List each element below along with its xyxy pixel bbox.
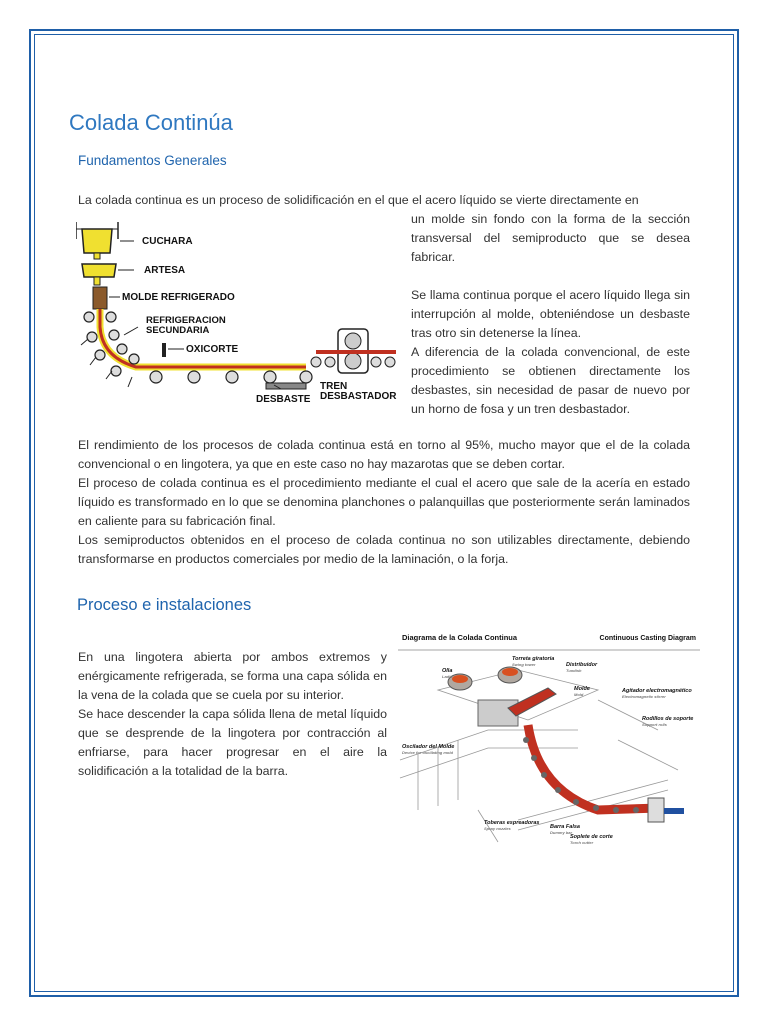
diag-sub: Mold — [574, 692, 584, 697]
label-refrigeracion: REFRIGERACION — [146, 315, 226, 326]
diag-label: Toberas espreadoras — [484, 820, 540, 826]
process-paragraph: Se hace descender la capa sólida llena de metal líquido que se desprende de la lingotera por contracción al enfriarse, para hacer progresar en el aire la solidificación a la totalidad de la barra. — [78, 707, 387, 778]
label-molde: MOLDE REFRIGERADO — [122, 292, 235, 303]
section-heading-fundamentos: Fundamentos Generales — [78, 153, 227, 168]
oxicorte-torch — [162, 343, 166, 357]
roughing-mill-icon — [311, 329, 396, 373]
diag-sub: Dummy bar — [550, 830, 573, 835]
diag-sub: Electromagnetic stirrer — [622, 694, 666, 699]
diagram-title-en: Continuous Casting Diagram — [599, 635, 696, 642]
diag-label: Agitador electromagnético — [622, 688, 692, 694]
intro-line: La colada continua es un proceso de solidificación en el que el acero líquido se vierte directamente en — [78, 193, 639, 207]
diag-sub: Device for oscillating mold — [402, 750, 453, 755]
diag-sub: Ladle — [442, 674, 453, 679]
diag-label: Distribuidor — [566, 662, 598, 668]
diag-sub: Tundish — [566, 668, 582, 673]
tundish-icon — [82, 264, 116, 285]
diag-sub: Support rolls — [642, 722, 667, 727]
diag-label: Rodillos de soporte — [642, 716, 694, 722]
continuous-casting-schematic — [76, 217, 406, 412]
mold-block — [93, 287, 107, 309]
continuous-casting-diagram — [398, 630, 700, 862]
label-secundaria: SECUNDARIA — [146, 325, 210, 336]
ladle-icon — [76, 222, 118, 259]
label-artesa: ARTESA — [144, 265, 186, 276]
diag-label: Torreta giratoria — [512, 656, 555, 662]
process-paragraph: En una lingotera abierta por ambos extremos y enérgicamente refrigerada, se forma una capa sólida en la vena de la colada que se cuela por su interior. — [78, 650, 387, 702]
diag-label: Barra Falsa — [550, 824, 580, 830]
ladle-icon — [448, 667, 522, 726]
diag-label: Oscilador del Molde — [402, 744, 455, 750]
section-heading-proceso: Proceso e instalaciones — [77, 596, 252, 614]
side-text-block — [411, 210, 690, 419]
body-paragraph: El rendimiento de los procesos de colada continua está en torno al 95%, mucho mayor que el de la colada convencional o en lingotera, ya que en este caso no hay mazarotas que se deben cortar. — [78, 438, 690, 471]
page-title: Colada Continúa — [69, 110, 233, 135]
diag-sub: Torch cutter — [570, 840, 594, 845]
diag-sub: Swing tower — [512, 662, 536, 667]
diag-label: Olla — [442, 668, 453, 674]
torch-cutter — [648, 798, 664, 822]
label-desbaste: DESBASTE — [256, 394, 311, 405]
label-tren: TREN — [320, 381, 348, 392]
diag-label: Molde — [574, 686, 590, 692]
label-cuchara: CUCHARA — [142, 236, 193, 247]
diag-label: Soplete de corte — [570, 834, 613, 840]
side-paragraph: un molde sin fondo con la forma de la sección transversal del semiproducto que se desea fabricar. — [411, 212, 690, 264]
side-paragraph: Se llama continua porque el acero líquido llega sin interrupción al molde, obteniéndose un desbaste tras otro sin detenerse la línea. — [411, 288, 690, 340]
diag-sub: Spray nozzles — [484, 826, 511, 831]
body-paragraph: El proceso de colada continua es el procedimiento mediante el cual el acero que sale de la acería en estado líquido es transformado en lo que se denomina planchones o palanquillas que posteriormente serán laminados en caliente para su fabricación final. — [78, 476, 690, 528]
body-text-block — [78, 436, 690, 569]
desbaste-slab — [266, 383, 306, 389]
side-paragraph: A diferencia de la colada convencional, de este procedimiento se obtienen directamente los desbastes, sin necesidad de pasar de nuevo por un horno de fosa y un tren desbastador. — [411, 345, 690, 416]
diagram-title-es: Diagrama de la Colada Continua — [402, 633, 518, 642]
label-desbastador: DESBASTADOR — [320, 391, 397, 402]
label-oxicorte: OXICORTE — [186, 344, 239, 355]
process-text-block — [78, 648, 387, 781]
body-paragraph: Los semiproductos obtenidos en el proceso de colada continua no son utilizables directamente, debiendo transformarse en productos comerciales por medio de la laminación, o la forja. — [78, 533, 690, 566]
